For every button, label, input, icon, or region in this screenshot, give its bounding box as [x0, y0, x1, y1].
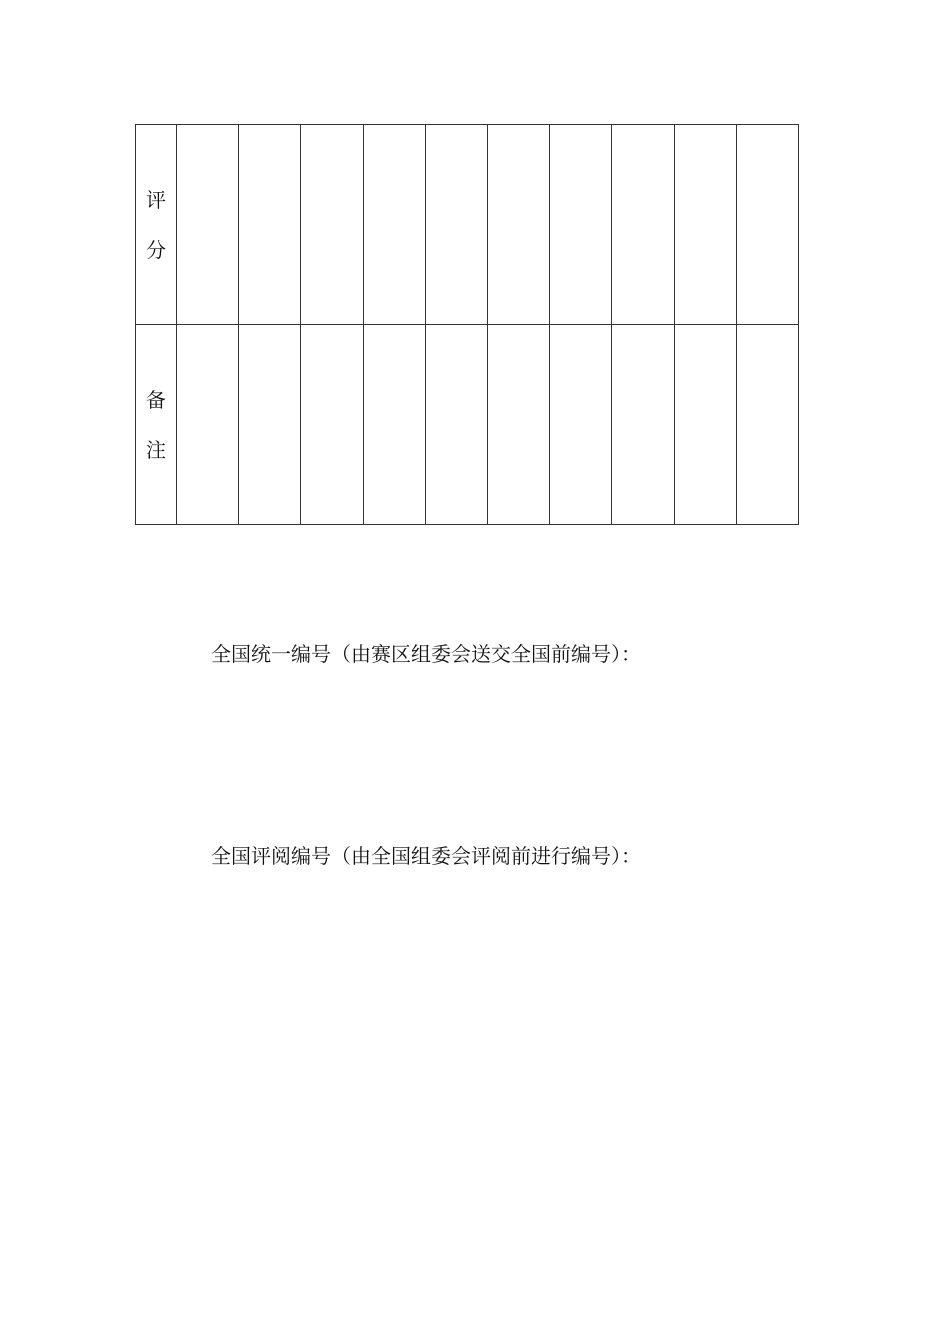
score-cell-4[interactable] — [363, 125, 425, 325]
notes-cell-7[interactable] — [550, 325, 612, 525]
score-label-text: 评分 — [146, 187, 166, 262]
score-cell-6[interactable] — [487, 125, 549, 325]
score-cell-5[interactable] — [425, 125, 487, 325]
notes-cell-6[interactable] — [487, 325, 549, 525]
score-cell-7[interactable] — [550, 125, 612, 325]
score-table — [135, 124, 799, 525]
score-cell-9[interactable] — [674, 125, 736, 325]
notes-cell-4[interactable] — [363, 325, 425, 525]
notes-cell-2[interactable] — [239, 325, 301, 525]
table-row-notes — [136, 325, 799, 525]
table-row-score — [136, 125, 799, 325]
notes-cell-1[interactable] — [177, 325, 239, 525]
row-label-score — [136, 125, 177, 325]
notes-cell-3[interactable] — [301, 325, 363, 525]
score-cell-2[interactable] — [239, 125, 301, 325]
review-number-line: 全国评阅编号（由全国组委会评阅前进行编号）： — [211, 844, 641, 868]
unified-number-line: 全国统一编号（由赛区组委会送交全国前编号）： — [211, 642, 641, 666]
score-cell-10[interactable] — [736, 125, 798, 325]
score-cell-3[interactable] — [301, 125, 363, 325]
notes-cell-9[interactable] — [674, 325, 736, 525]
score-cell-1[interactable] — [177, 125, 239, 325]
notes-cell-5[interactable] — [425, 325, 487, 525]
notes-cell-8[interactable] — [612, 325, 674, 525]
row-label-notes — [136, 325, 177, 525]
score-cell-8[interactable] — [612, 125, 674, 325]
notes-label-text: 备注 — [146, 387, 166, 462]
notes-cell-10[interactable] — [736, 325, 798, 525]
